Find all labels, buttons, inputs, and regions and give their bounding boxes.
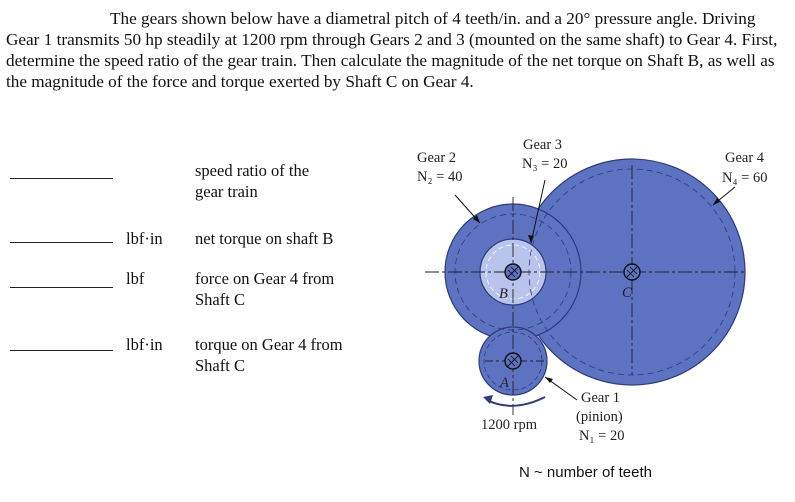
desc-force: force on Gear 4 from Shaft C	[195, 269, 335, 309]
gear-3-name: Gear 3	[523, 137, 563, 153]
problem-statement: The gears shown below have a diametral pitch of 4 teeth/in. and a 20° pressure angle. Driving Gear 1 transmits 50 hp steadily at 1200 rpm through Gears 2 and 3 (mounted on the same shaft) to Gear 4. First, determine the speed ratio of the gear train. Then calculate the magnitude of the net torque on Shaft B, as well as the magnitude of the force and torque exerted by Shaft C on Gear 4.	[6, 9, 778, 91]
speed-label: 1200 rpm	[481, 417, 537, 433]
answer-blank-net-torque[interactable]	[10, 242, 113, 243]
unit-label: lbf·in	[126, 335, 163, 354]
answer-blank-speed-ratio[interactable]	[10, 178, 113, 179]
answer-blank-force[interactable]	[10, 287, 113, 288]
gear-4-teeth: N₄ = 60	[722, 170, 768, 186]
gear-3-teeth: N₃ = 20	[522, 156, 568, 172]
desc-speed-ratio: speed ratio of the gear train	[195, 161, 310, 201]
shaft-b-label: B	[499, 286, 508, 302]
shaft-c	[624, 264, 640, 280]
shaft-c-label: C	[622, 285, 632, 301]
shaft-a-label: A	[500, 375, 509, 391]
gear-2-name: Gear 2	[417, 150, 457, 166]
gear-2-teeth: N₂ = 40	[417, 169, 463, 185]
gear-4-name: Gear 4	[725, 150, 765, 166]
gear-train-diagram	[395, 125, 775, 455]
gear-1-name: Gear 1	[581, 390, 621, 406]
answer-blank-torque-gear4[interactable]	[10, 350, 113, 351]
gear-1-teeth: N₁ = 20	[579, 428, 625, 444]
teeth-legend: N ~ number of teeth	[519, 464, 652, 481]
desc-net-torque: net torque on shaft B	[195, 229, 334, 248]
unit-label: lbf	[126, 269, 145, 288]
unit-label: lbf·in	[126, 229, 163, 248]
desc-torque-gear4: torque on Gear 4 from Shaft C	[195, 335, 343, 375]
shaft-b	[505, 264, 521, 280]
shaft-a	[505, 353, 521, 369]
gear-1-role: (pinion)	[576, 409, 623, 425]
rotation-arrow	[487, 397, 545, 406]
